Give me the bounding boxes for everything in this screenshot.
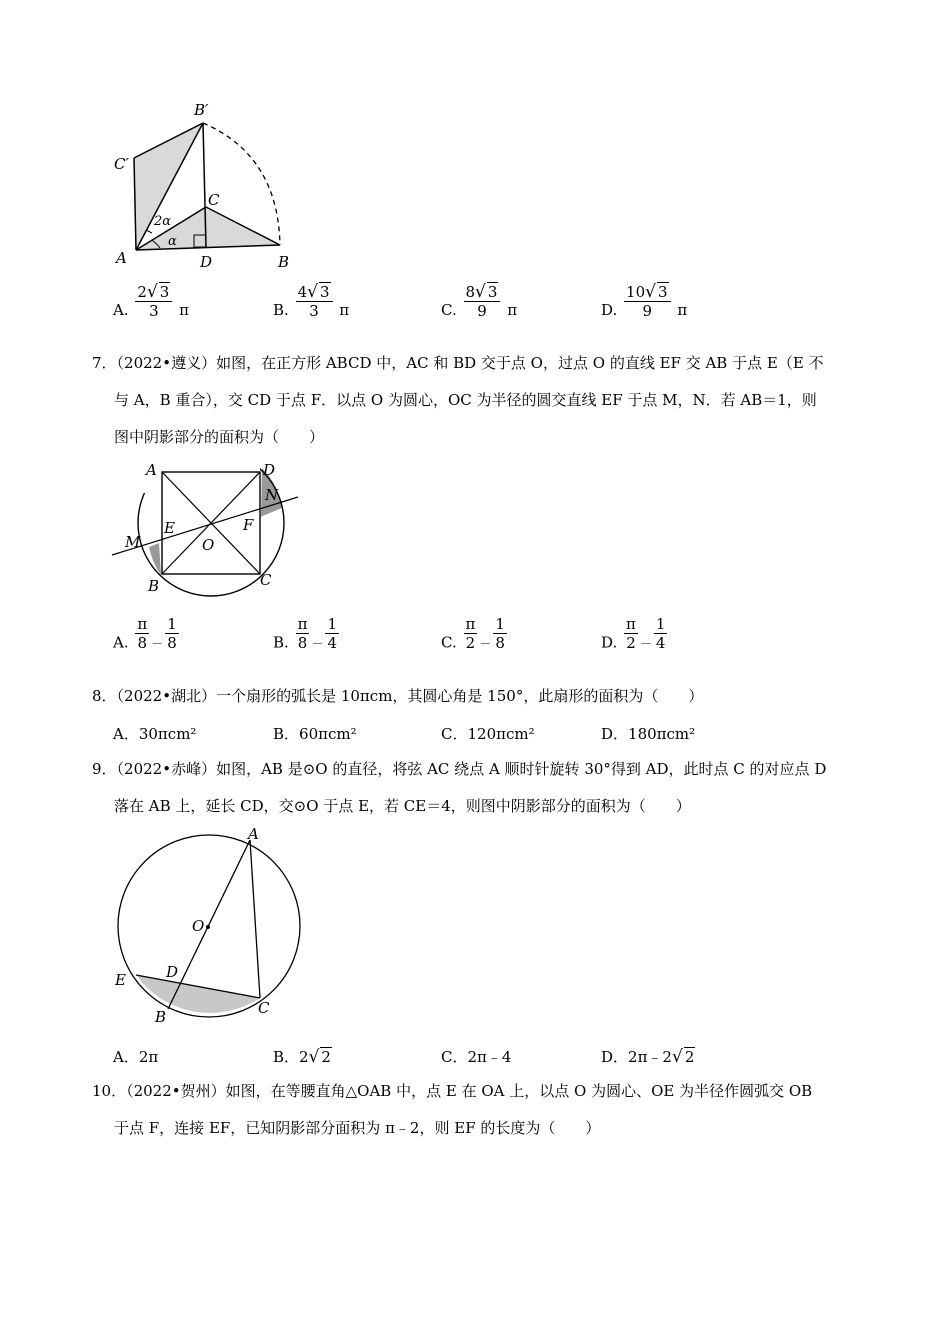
fig9-label-B: B [155,1008,167,1025]
fraction-2 [165,615,179,652]
fraction [624,282,670,320]
fig9-label-A: A [248,825,259,843]
fig6-label-B2: B′ [194,101,209,119]
q6-option-c[interactable] [441,282,518,330]
fraction-1 [135,615,149,652]
fig7-label-M: M [125,533,141,551]
figure-q9 [110,825,310,1025]
q6-option-d[interactable] [601,282,688,330]
fig7-label-D: D [263,461,276,479]
pi: π [677,301,688,319]
operator: － [151,636,164,651]
option-value: 2 [299,1048,309,1066]
question-7 [92,345,862,456]
question-8 [92,678,862,715]
fig9-label-D: D [166,963,179,981]
numerator: π [137,615,148,633]
denominator: 2 [465,634,476,652]
fraction [296,282,333,320]
fig9-label-C: C [258,999,270,1017]
fig6-label-B: B [278,253,290,271]
option-label: C. [441,301,457,319]
option-value: 120πcm² [467,725,535,743]
denominator: 8 [137,634,148,652]
question-number: 10． [92,1082,127,1100]
fraction-1 [464,615,478,652]
numerator: π [465,615,476,633]
fig9-label-O: O [192,917,205,935]
q7-line2: 与 A，B 重合），交 CD 于点 F．以点 O 为圆心，OC 为半径的圆交直线 EF 于点 M，N．若 AB＝1，则 [114,391,817,409]
option-label: B． [273,725,300,743]
numerator: 1 [327,615,337,633]
q8-option-a[interactable] [113,723,196,744]
q7-option-b[interactable] [273,615,341,662]
question-source: （2022•贺州） [126,1082,226,1100]
fig7-label-A: A [146,461,157,479]
pi: π [507,301,518,319]
radicand: 2 [684,1048,695,1066]
q10-line1 [92,1073,862,1110]
option-label: A. [113,633,129,652]
denominator: 8 [167,634,177,652]
option-value: 2π﹣4 [467,1048,512,1066]
sqrt-icon: √ [308,1047,320,1067]
fraction-2 [493,615,507,652]
q9-option-d[interactable] [601,1046,695,1067]
option-label: B． [273,1048,300,1066]
option-label: B. [273,301,289,319]
option-label: A． [113,725,139,743]
option-label: A. [113,301,129,319]
q8-option-c[interactable] [441,723,535,744]
sqrt-icon: √ [307,282,318,302]
q7-line3: 图中阴影部分的面积为（ ） [114,428,325,446]
question-9 [92,751,862,825]
q9-line1 [92,751,862,788]
option-label: C． [441,725,468,743]
denominator: 2 [626,634,636,652]
sqrt-icon: √ [645,282,656,302]
q10-line2: 于点 F，连接 EF，已知阴影部分面积为 π﹣2，则 EF 的长度为（ ） [114,1119,601,1137]
fraction [135,282,172,320]
pi: π [179,301,189,319]
q6-option-b[interactable] [273,282,350,330]
denominator: 9 [642,302,653,320]
option-label: D. [601,301,618,319]
denominator: 3 [309,302,319,320]
q7-option-c[interactable] [441,615,509,662]
sqrt-icon: √ [671,1047,683,1067]
fig6-label-alpha: α [168,234,177,249]
fraction-1 [296,615,310,652]
q9-line2: 落在 AB 上，延长 CD，交⊙O 于点 E，若 CE＝4，则图中阴影部分的面积为（ ） [114,797,691,815]
q8-text: 一个扇形的弧长是 10πcm，其圆心角是 150°，此扇形的面积为（ ） [216,687,704,705]
option-value: 2π﹣2 [628,1048,672,1066]
operator: － [639,636,652,651]
fig7-label-F: F [243,516,254,534]
q7-option-a[interactable] [113,615,181,662]
q7-line1 [92,345,862,382]
q8-line1 [92,678,862,715]
question-number: 8． [92,687,117,705]
option-value: 2π [138,1048,159,1066]
question-number: 7． [92,354,117,372]
numerator: π [297,615,308,633]
radicand: 2 [321,1048,331,1066]
question-10 [92,1073,862,1147]
fig6-label-2alpha: 2α [154,214,172,229]
q8-option-d[interactable] [601,723,695,744]
option-label: C. [441,633,457,652]
radicand: 3 [159,283,170,301]
denominator: 4 [327,634,337,652]
denominator: 8 [297,634,308,652]
fraction-2 [654,615,668,652]
figure-q7 [110,455,310,600]
operator: － [479,636,492,651]
option-label: D． [601,1048,629,1066]
coef: 4 [297,283,308,301]
q7-option-d[interactable] [601,615,669,662]
fig6-label-C: C [208,191,220,209]
option-label: B. [273,633,289,652]
denominator: 4 [655,634,666,652]
q7-text1: 如图，在正方形 ABCD 中，AC 和 BD 交于点 O，过点 O 的直线 EF 交 AB 于点 E（E 不 [216,354,824,372]
option-label: D． [601,725,629,743]
numerator: 1 [167,615,177,633]
numerator: 1 [655,615,666,633]
denominator: 9 [477,302,487,320]
numerator: π [626,615,636,633]
question-source: （2022•湖北） [116,687,217,705]
operator: － [311,636,324,651]
question-source: （2022•遵义） [116,354,217,372]
option-label: C． [441,1048,468,1066]
fig6-label-A: A [116,249,127,267]
fig7-label-C: C [260,571,272,589]
option-label: D. [601,633,618,652]
fig7-label-N: N [265,486,279,504]
fraction [464,282,501,320]
q10-text1: 如图，在等腰直角△OAB 中，点 E 在 OA 上，以点 O 为圆心、OE 为半径作圆弧交 OB [225,1082,813,1100]
q9-option-c[interactable] [441,1046,511,1067]
fig7-label-O: O [202,536,215,554]
fig7-label-B: B [148,577,160,595]
option-value: 60πcm² [299,725,357,743]
sqrt-icon: √ [475,282,486,302]
pi: π [339,301,350,319]
fig9-label-E: E [115,971,126,989]
fig6-label-C2: C′ [114,155,129,173]
denominator: 3 [149,302,159,320]
coef: 2 [137,283,147,301]
radicand: 3 [657,283,668,301]
q9-text1: 如图，AB 是⊙O 的直径，将弦 AC 绕点 A 顺时针旋转 30°得到 AD，此时点 C 的对应点 D [216,760,827,778]
fig6-label-D: D [200,253,213,271]
question-number: 9． [92,760,117,778]
q6-option-a[interactable] [113,282,189,330]
option-label: A． [113,1048,139,1066]
radicand: 3 [319,283,330,301]
q8-option-b[interactable] [273,723,357,744]
numerator: 1 [495,615,505,633]
option-value: 30πcm² [138,725,197,743]
question-source: （2022•赤峰） [116,760,217,778]
fraction-2 [325,615,339,652]
radicand: 3 [487,283,498,301]
fig7-label-E: E [164,519,175,537]
coef: 10 [626,283,646,301]
sqrt-icon: √ [146,282,158,302]
q9-option-b[interactable] [273,1046,332,1067]
q9-option-a[interactable] [113,1046,158,1067]
figure-q6 [108,95,308,275]
coef: 8 [465,283,476,301]
denominator: 8 [495,634,505,652]
fraction-1 [624,615,638,652]
option-value: 180πcm² [628,725,696,743]
